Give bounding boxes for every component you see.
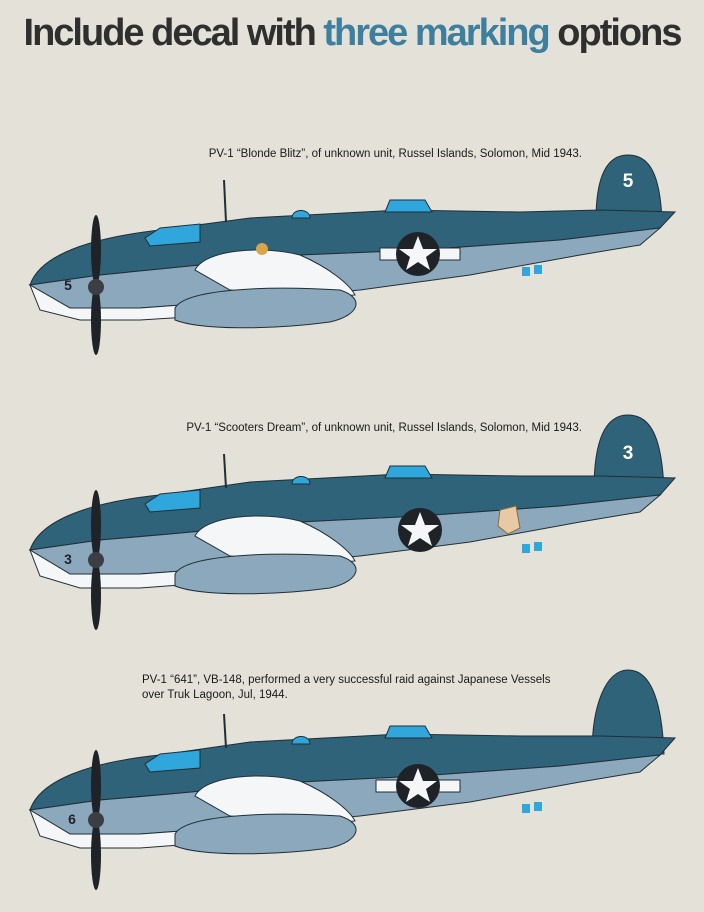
nose-number: 6: [68, 811, 76, 827]
option-1-profile: [0, 150, 704, 360]
nose-number: 3: [64, 551, 72, 567]
option-3-profile: [0, 660, 704, 890]
aircraft-profile: [30, 670, 675, 890]
title-accent: three marking: [323, 12, 549, 54]
tail-number: 5: [622, 171, 634, 192]
page-title: [0, 12, 704, 55]
option-3-caption-line-2: over Truk Lagoon, Jul, 1944.: [142, 689, 288, 701]
option-1-caption: PV-1 “Blonde Blitz”, of unknown unit, Russel Islands, Solomon, Mid 1943.: [208, 148, 582, 160]
nose-art-icon: [256, 243, 268, 255]
aircraft-profile: [30, 155, 675, 355]
option-2-caption: PV-1 “Scooters Dream”, of unknown unit, Russel Islands, Solomon, Mid 1943.: [186, 422, 582, 434]
title-prefix: Include decal with: [23, 12, 315, 54]
option-2-profile: [0, 410, 704, 630]
option-3-caption-line-1: PV-1 “641”, VB-148, performed a very successful raid against Japanese Vessels: [142, 674, 551, 686]
nose-number: 5: [64, 277, 72, 293]
aircraft-profile: [30, 415, 675, 630]
tail-number: 3: [622, 443, 634, 464]
title-suffix: options: [557, 12, 681, 54]
